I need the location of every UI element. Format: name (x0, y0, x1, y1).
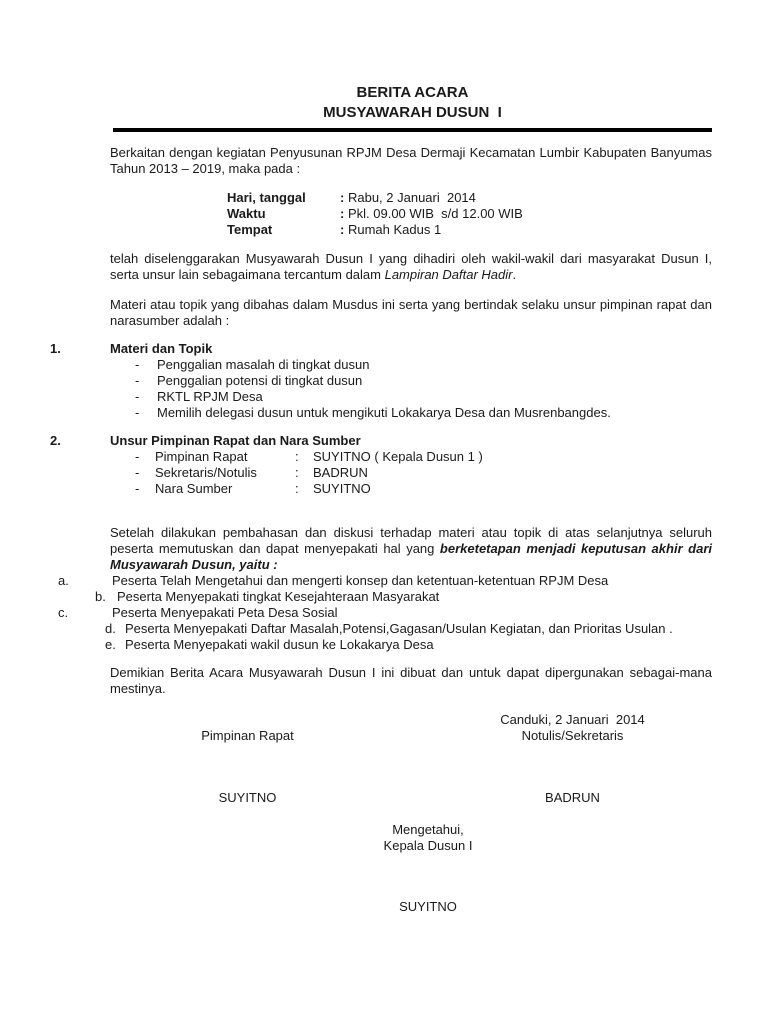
attendance-text: telah diselenggarakan Musyawarah Dusun I yang dihadiri oleh wakil-wakil dari masyarakat Dusun I, serta unsur lain sebagaimana tercantum dalam (110, 251, 712, 282)
ack-role: Kepala Dusun I (383, 838, 473, 853)
role-value: SUYITNO ( Kepala Dusun 1 ) (313, 449, 483, 464)
bullet-item (135, 373, 712, 389)
signature-place-date: Canduki, 2 Januari 2014 (500, 712, 645, 727)
decision-text: Peserta Telah Mengetahui dan mengerti konsep dan ketentuan-ketentuan RPJM Desa (112, 573, 609, 588)
decision-marker: d. (105, 621, 116, 636)
decision-intro-paragraph (110, 525, 712, 573)
detail-colon: : (340, 222, 345, 237)
decision-list (0, 573, 768, 653)
title-line-1: BERITA ACARA (356, 84, 469, 101)
closing-paragraph: Demikian Berita Acara Musyawarah Dusun I ini dibuat dan untuk dapat dipergunakan sebagai-mana mestinya. (110, 665, 712, 696)
detail-colon: : (340, 206, 345, 221)
role-colon: : (295, 449, 299, 464)
signature-name-right: BADRUN (545, 790, 600, 805)
decision-intro-text: Setelah dilakukan pembahasan dan diskusi terhadap materi atau topik di atas selanjutnya seluruh peserta memutuskan dan dapat menyepakati hal yang (110, 525, 712, 556)
meeting-details (227, 190, 768, 238)
decision-item-b (95, 589, 708, 605)
decision-item-c (58, 605, 708, 621)
attendance-paragraph (110, 251, 712, 283)
role-label: Pimpinan Rapat (155, 449, 248, 464)
dash-bullet: - (135, 405, 140, 420)
detail-colon: : (340, 190, 345, 205)
section-number: 1. (50, 341, 61, 356)
dash-bullet: - (135, 465, 140, 480)
role-colon: : (295, 481, 299, 496)
attendance-period: . (512, 267, 517, 282)
decision-item-a (58, 573, 708, 589)
dash-bullet: - (135, 389, 140, 404)
signature-role-left: Pimpinan Rapat (201, 728, 294, 743)
ack-title: Mengetahui, (392, 822, 464, 837)
section-title: Unsur Pimpinan Rapat dan Nara Sumber (110, 433, 361, 448)
decision-marker: a. (58, 573, 69, 588)
title-line-2: MUSYAWARAH DUSUN I (323, 104, 502, 121)
decision-text: Peserta Menyepakati tingkat Kesejahteraan Masyarakat (117, 589, 440, 604)
detail-row-place (227, 222, 768, 238)
detail-row-day (227, 190, 768, 206)
detail-value: Rabu, 2 Januari 2014 (344, 190, 476, 205)
role-colon: : (295, 465, 299, 480)
section-2-roles (0, 449, 768, 497)
signature-block (0, 712, 768, 992)
section-number: 2. (50, 433, 61, 448)
decision-text: Peserta Menyepakati Peta Desa Sosial (112, 605, 338, 620)
decision-marker: e. (105, 637, 116, 652)
dash-bullet: - (135, 481, 140, 496)
bullet-text: Penggalian masalah di tingkat dusun (157, 357, 370, 372)
role-value: SUYITNO (313, 481, 371, 496)
decision-intro-emphasis: berketetapan menjadi keputusan akhir dari Musyawarah Dusun, yaitu : (110, 541, 712, 572)
decision-marker: c. (58, 605, 69, 620)
section-title: Materi dan Topik (110, 341, 213, 356)
detail-label: Tempat (227, 222, 273, 237)
intro-paragraph: Berkaitan dengan kegiatan Penyusunan RPJM Desa Dermaji Kecamatan Lumbir Kabupaten Banyumas Tahun 2013 – 2019, maka pada : (110, 145, 712, 176)
decision-item-d (105, 621, 675, 637)
role-row (135, 465, 768, 481)
signature-acknowledgement (300, 822, 556, 854)
bullet-item (135, 405, 712, 421)
bullet-item (135, 389, 712, 405)
bullet-text: RKTL RPJM Desa (157, 389, 263, 404)
signature-name-left: SUYITNO (218, 790, 277, 805)
attendance-reference: Lampiran Daftar Hadir (384, 267, 513, 282)
detail-value: Rumah Kadus 1 (344, 222, 442, 237)
topics-paragraph: Materi atau topik yang dibahas dalam Musdus ini serta yang bertindak selaku unsur pimpinan rapat dan narasumber adalah : (110, 297, 712, 328)
role-row (135, 481, 768, 497)
dash-bullet: - (135, 357, 140, 372)
section-1-heading (50, 341, 712, 357)
section-2-heading (50, 433, 712, 449)
document-title (113, 83, 712, 132)
detail-row-time (227, 206, 768, 222)
decision-text: Peserta Menyepakati wakil dusun ke Lokakarya Desa (125, 637, 434, 652)
dash-bullet: - (135, 373, 140, 388)
detail-value: Pkl. 09.00 WIB s/d 12.00 WIB (344, 206, 523, 221)
detail-label: Waktu (227, 206, 266, 221)
decision-marker: b. (95, 589, 106, 604)
decision-text: Peserta Menyepakati Daftar Masalah,Potensi,Gagasan/Usulan Kegiatan, dan Prioritas Usulan . (125, 621, 673, 636)
bullet-text: Penggalian potensi di tingkat dusun (157, 373, 363, 388)
bullet-item (135, 357, 712, 373)
section-1-bullets (0, 357, 768, 421)
role-value: BADRUN (313, 465, 368, 480)
role-row (135, 449, 768, 465)
bullet-text: Memilih delegasi dusun untuk mengikuti Lokakarya Desa dan Musrenbangdes. (157, 405, 611, 420)
role-label: Nara Sumber (155, 481, 233, 496)
role-label: Sekretaris/Notulis (155, 465, 257, 480)
signature-role-right: Notulis/Sekretaris (521, 728, 624, 743)
detail-label: Hari, tanggal (227, 190, 306, 205)
decision-item-e (105, 637, 675, 653)
dash-bullet: - (135, 449, 140, 464)
signature-ack-name: SUYITNO (399, 899, 457, 914)
